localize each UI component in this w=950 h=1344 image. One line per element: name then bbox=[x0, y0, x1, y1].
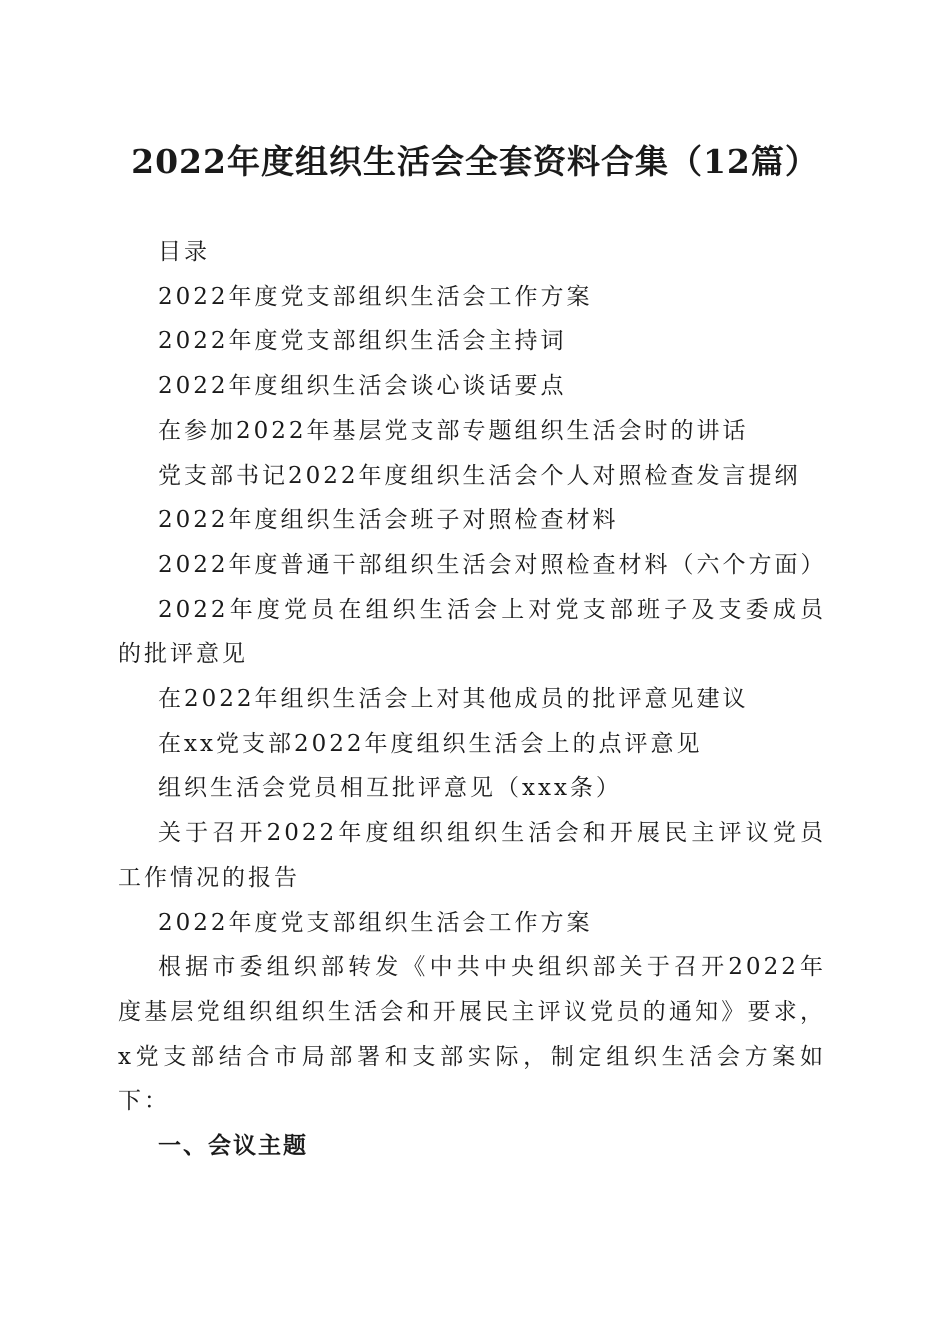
toc-item: 党支部书记2022年度组织生活会个人对照检查发言提纲 bbox=[158, 462, 801, 489]
toc-item: 2022年度组织生活会班子对照检查材料 bbox=[158, 507, 619, 534]
section-heading: 一、会议主题 bbox=[158, 1132, 308, 1160]
toc-label: 目录 bbox=[158, 239, 210, 265]
toc-item: 2022年度党支部组织生活会工作方案 bbox=[158, 283, 593, 310]
toc-item: 在xx党支部2022年度组织生活会上的点评意见 bbox=[158, 730, 703, 757]
toc-item: 在参加2022年基层党支部专题组织生活会时的讲话 bbox=[158, 417, 749, 444]
document-title: 2022年度组织生活会全套资料合集（12篇） bbox=[131, 142, 819, 181]
section-title: 2022年度党支部组织生活会工作方案 bbox=[158, 909, 593, 936]
toc-item: 在2022年组织生活会上对其他成员的批评意见建议 bbox=[158, 686, 749, 713]
toc-item: 组织生活会党员相互批评意见（xxx条） bbox=[158, 775, 622, 802]
toc-item: 2022年度组织生活会谈心谈话要点 bbox=[158, 373, 567, 400]
toc-item: 2022年度党员在组织生活会上对党支部班子及支委成员的批评意见 bbox=[118, 596, 826, 668]
toc-item: 2022年度党支部组织生活会主持词 bbox=[158, 328, 567, 355]
toc-item: 关于召开2022年度组织组织生活会和开展民主评议党员工作情况的报告 bbox=[118, 820, 826, 891]
intro-paragraph: 根据市委组织部转发《中共中央组织部关于召开2022年度基层党组织组织生活会和开展民主评议党员的通知》要求，x党支部结合市局部署和支部实际，制定组织生活会方案如下： bbox=[118, 954, 826, 1115]
document-body bbox=[118, 230, 826, 1169]
toc-item: 2022年度普通干部组织生活会对照检查材料（六个方面） bbox=[158, 551, 827, 578]
